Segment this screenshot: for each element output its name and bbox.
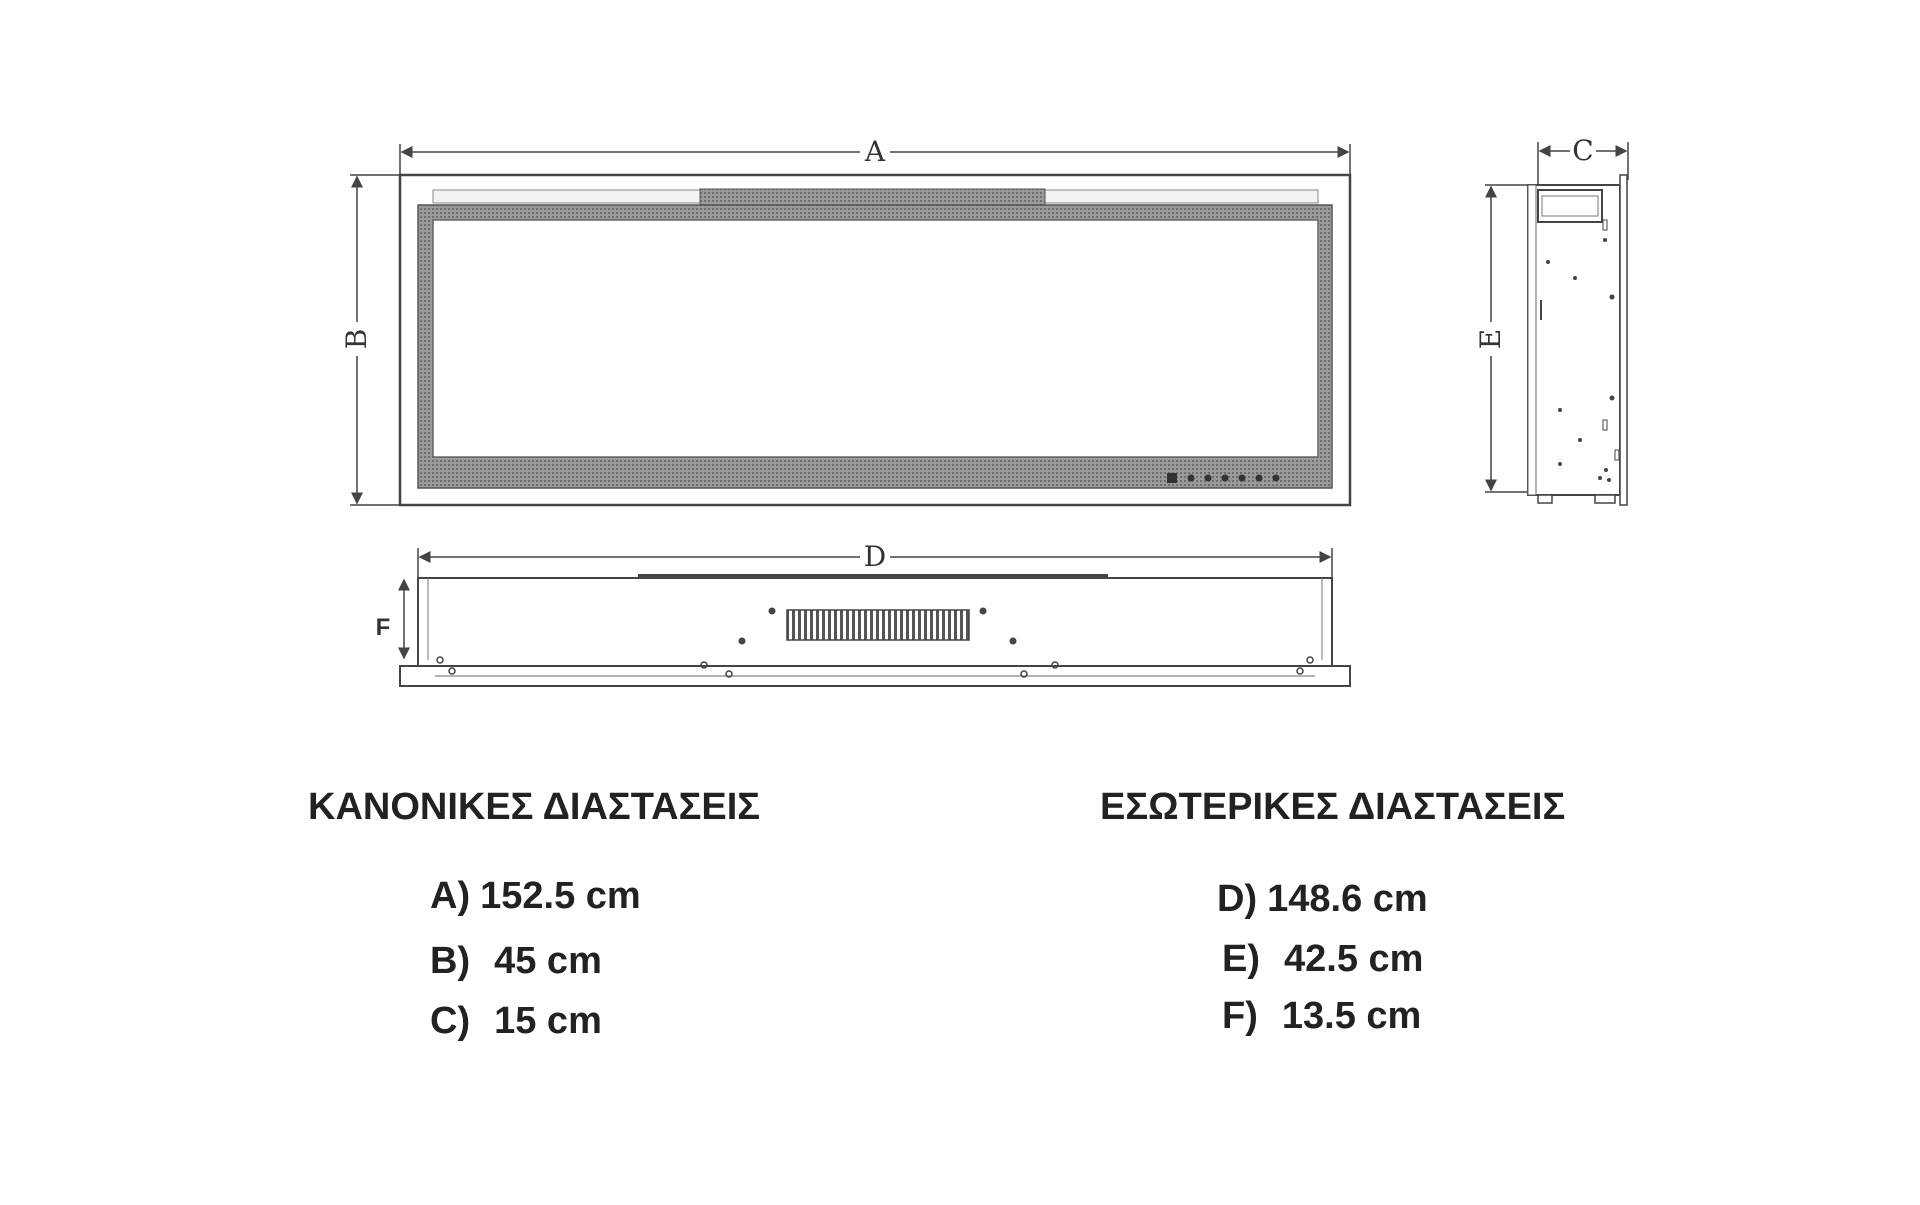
dimension-value: 45 cm xyxy=(494,940,602,982)
standard-dimension-a xyxy=(430,875,641,918)
label-e: E xyxy=(1474,328,1507,350)
glass-window xyxy=(433,220,1318,457)
standard-dimensions-title: ΚΑΝΟΝΙΚΕΣ ΔΙΑΣΤΑΣΕΙΣ xyxy=(308,786,761,828)
top-view xyxy=(376,540,1350,686)
dimension-key: D) xyxy=(1217,878,1258,920)
dimension-value: 148.6 cm xyxy=(1267,878,1428,920)
dimension-key: C) xyxy=(430,1000,471,1042)
label-d: D xyxy=(863,540,887,573)
label-c: C xyxy=(1572,134,1594,167)
dimension-key: F) xyxy=(1222,995,1258,1037)
internal-dimensions-title: ΕΣΩΤΕΡΙΚΕΣ ΔΙΑΣΤΑΣΕΙΣ xyxy=(1100,786,1566,828)
dimension-key: E) xyxy=(1222,938,1260,980)
label-b: B xyxy=(340,328,373,350)
rear-vent-grille xyxy=(787,610,969,640)
standard-dimension-b xyxy=(430,940,602,983)
standard-dimension-c xyxy=(430,1000,602,1043)
top-vent-grille xyxy=(700,189,1045,205)
internal-dimension-d xyxy=(1217,878,1428,921)
dimension-key: B) xyxy=(430,940,471,982)
internal-dimension-f xyxy=(1222,995,1421,1038)
side-view xyxy=(1474,134,1628,505)
dimension-value: 15 cm xyxy=(494,1000,602,1042)
dimension-value: 152.5 cm xyxy=(480,875,641,917)
dimension-value: 13.5 cm xyxy=(1281,995,1422,1037)
power-button-icon xyxy=(1167,473,1177,483)
label-f: F xyxy=(375,614,391,641)
internal-dimension-e xyxy=(1222,938,1423,981)
side-body xyxy=(1528,185,1620,495)
dimension-value: 42.5 cm xyxy=(1284,938,1424,980)
label-a: A xyxy=(864,135,886,168)
dimension-key: A) xyxy=(430,875,471,917)
front-view xyxy=(340,135,1350,505)
